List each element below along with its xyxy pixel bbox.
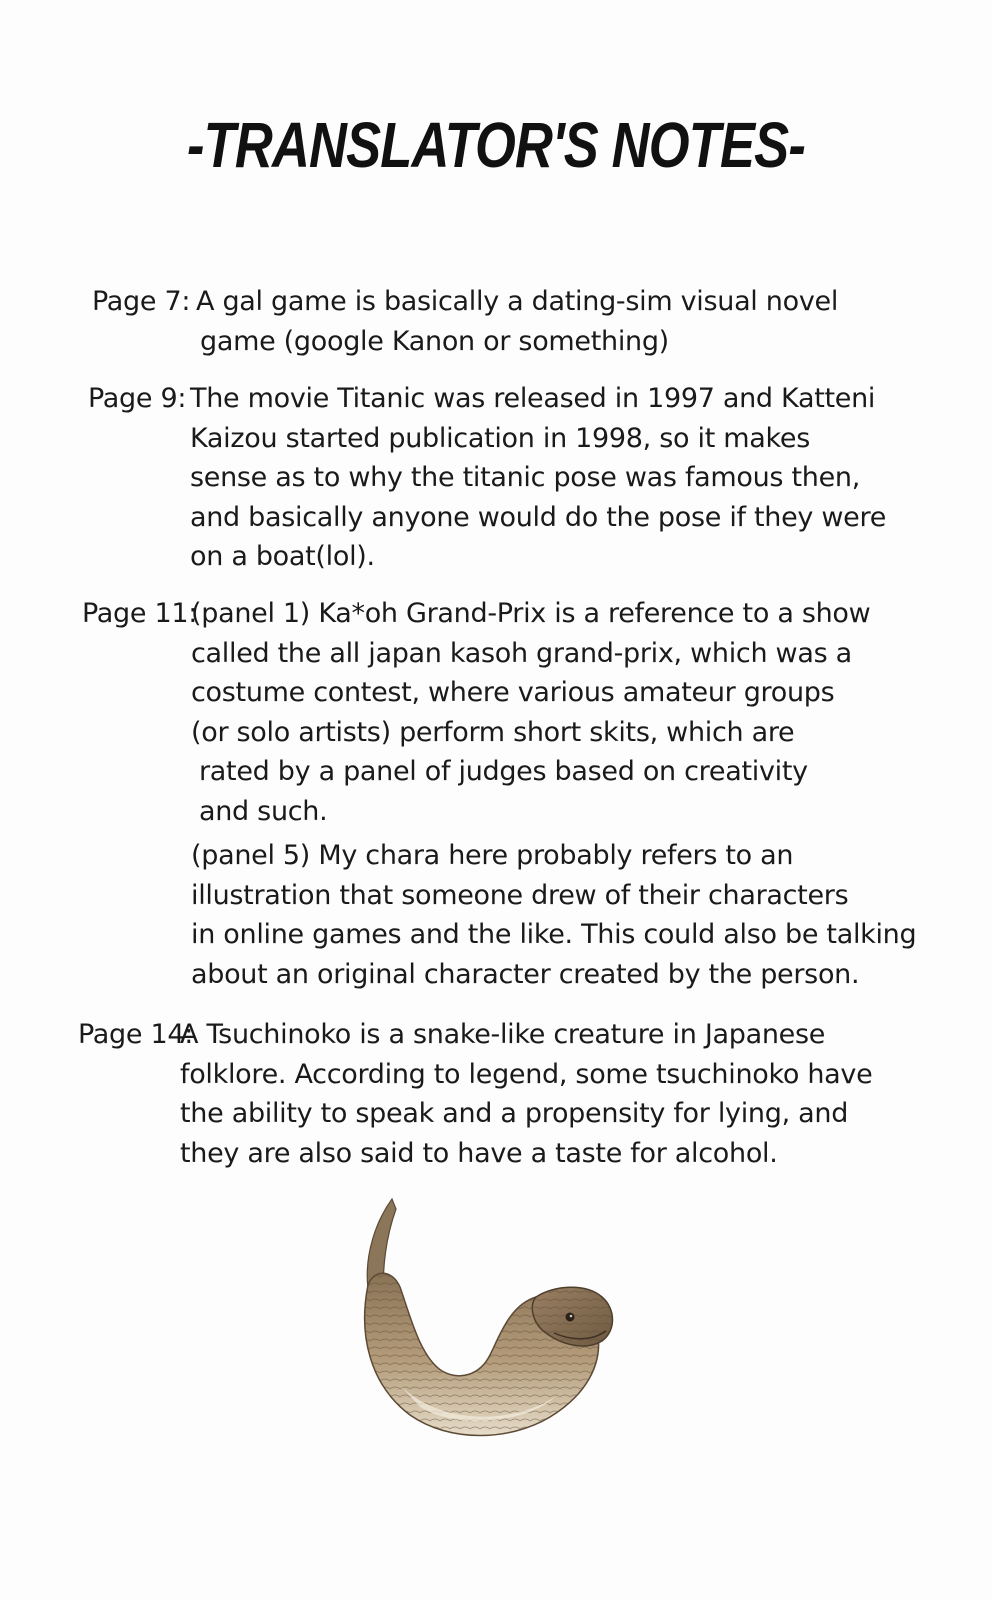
- note-line: rated by a panel of judges based on creativity: [199, 756, 808, 787]
- note-line: and such.: [199, 795, 328, 827]
- note-line: they are also said to have a taste for alcohol.: [180, 1137, 778, 1169]
- note-line: A Tsuchinoko is a snake-like creature in Japanese: [180, 1019, 826, 1050]
- note-label: Page 14:: [78, 1019, 193, 1050]
- note-line: the ability to speak and a propensity for lying, and: [180, 1098, 849, 1129]
- page-title: -TRANSLATOR'S NOTES-: [186, 109, 806, 181]
- note-line: (or solo artists) perform short skits, which are: [191, 716, 795, 748]
- note-body: [191, 594, 921, 831]
- note-body: [191, 836, 961, 994]
- note-line: costume contest, where various amateur groups: [191, 677, 835, 708]
- note-line: folklore. According to legend, some tsuchinoko have: [180, 1058, 873, 1090]
- note-line: illustration that someone drew of their characters: [191, 879, 849, 911]
- note-line: about an original character created by the person.: [191, 958, 860, 990]
- note-line: (panel 1) Ka*oh Grand-Prix is a reference to a show: [191, 598, 871, 629]
- note-line: in online games and the like. This could also be talking: [191, 919, 917, 950]
- note-body: [180, 1015, 920, 1173]
- note-label: Page 7:: [92, 286, 191, 317]
- note-label: Page 9:: [88, 383, 187, 414]
- note-line: Kaizou started publication in 1998, so it makes: [190, 422, 810, 454]
- note-line: (panel 5) My chara here probably refers to an: [191, 840, 794, 871]
- note-label: Page 11:: [82, 598, 197, 629]
- tsuchinoko-snake-illustration: [340, 1185, 640, 1465]
- note-line: The movie Titanic was released in 1997 and Katteni: [190, 383, 876, 414]
- note-line: A gal game is basically a dating-sim visual novel: [196, 286, 839, 317]
- note-line: and basically anyone would do the pose if they were: [190, 501, 887, 533]
- note-line: game (google Kanon or something): [200, 325, 669, 357]
- note-body: [190, 379, 930, 577]
- note-line: on a boat(lol).: [190, 541, 375, 572]
- note-line: sense as to why the titanic pose was famous then,: [190, 462, 860, 493]
- note-body: [196, 282, 896, 361]
- note-line: called the all japan kasoh grand-prix, which was a: [191, 637, 852, 669]
